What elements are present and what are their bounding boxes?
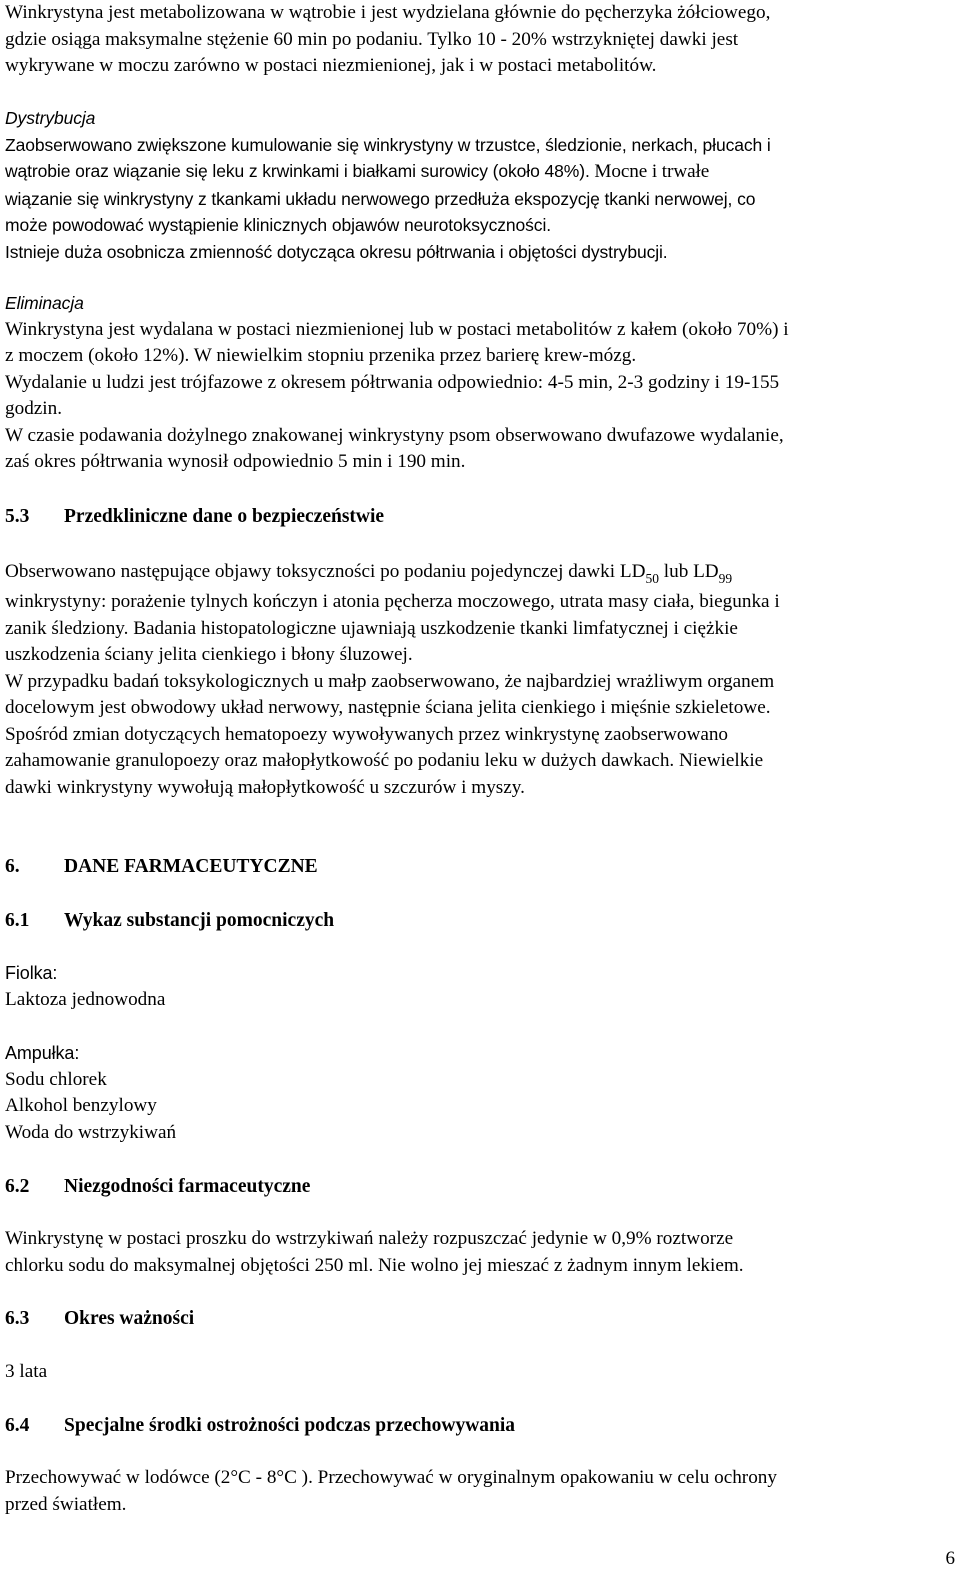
ampoule-excipients bbox=[5, 1040, 176, 1146]
section-number: 5.3 bbox=[5, 506, 30, 527]
text-line: zanik śledziony. Badania histopatologiczne ujawniają uszkodzenie tkanki limfatycznej i ciężkie bbox=[5, 617, 738, 639]
section-number: 6.1 bbox=[5, 910, 30, 931]
vial-label: Fiolka: bbox=[5, 963, 58, 983]
section-6-2-heading bbox=[5, 1174, 310, 1200]
section-6-4-heading bbox=[5, 1413, 515, 1439]
subscript: 99 bbox=[718, 571, 733, 586]
text-line: Winkrystyna jest wydalana w postaci niezmienionej lub w postaci metabolitów z kałem (około 70%) i bbox=[5, 318, 789, 340]
text-line: Wydalanie u ludzi jest trójfazowe z okresem półtrwania odpowiednio: 4-5 min, 2-3 godziny i 19-155 bbox=[5, 371, 780, 393]
text-line: zahamowanie granulopoezy oraz małopłytkowość po podaniu leku w dużych dawkach. Niewielkie bbox=[5, 750, 764, 771]
section-title: Specjalne środki ostrożności podczas przechowywania bbox=[64, 1415, 516, 1436]
section-number: 6. bbox=[5, 856, 20, 877]
section-6-2-body bbox=[5, 1226, 744, 1279]
section-title: Niezgodności farmaceutyczne bbox=[64, 1176, 311, 1197]
section-title: Wykaz substancji pomocniczych bbox=[64, 910, 335, 931]
section-6-3-heading bbox=[5, 1306, 194, 1332]
ampoule-label: Ampułka: bbox=[5, 1043, 80, 1063]
text-span: Mocne i trwałe bbox=[589, 161, 710, 182]
text-line: Przechowywać w lodówce (2°C - 8°C ). Przechowywać w oryginalnym opakowaniu w celu ochrony bbox=[5, 1467, 777, 1488]
excipient-item: Woda do wstrzykiwań bbox=[5, 1121, 177, 1143]
section-6-4-body bbox=[5, 1465, 777, 1518]
section-6-heading bbox=[5, 854, 318, 880]
elimination-section bbox=[5, 290, 789, 476]
text-line: przed światłem. bbox=[5, 1493, 127, 1515]
excipient-item: Sodu chlorek bbox=[5, 1068, 107, 1090]
subsection-heading: Dystrybucja bbox=[5, 108, 96, 128]
shelf-life-value: 3 lata bbox=[5, 1361, 48, 1382]
text-line: chlorku sodu do maksymalnej objętości 250 ml. Nie wolno jej mieszać z żadnym innym lekiem. bbox=[5, 1254, 744, 1276]
text-line: Spośród zmian dotyczących hematopoezy wywoływanych przez winkrystynę zaobserwowano bbox=[5, 723, 729, 745]
section-6-1-heading bbox=[5, 908, 334, 934]
vial-excipients bbox=[5, 960, 165, 1013]
section-number: 6.2 bbox=[5, 1176, 30, 1197]
text-line: wykrywane w moczu zarówno w postaci niezmienionej, jak i w postaci metabolitów. bbox=[5, 55, 657, 76]
section-5-3-body bbox=[5, 556, 780, 801]
intro-paragraph bbox=[5, 0, 770, 80]
excipient-item: Alkohol benzylowy bbox=[5, 1095, 157, 1116]
text-line: dawki winkrystyny wywołują małopłytkowość u szczurów i myszy. bbox=[5, 776, 525, 798]
text-span: Obserwowano następujące objawy toksyczności po podaniu pojedynczej dawki LD bbox=[5, 561, 646, 582]
excipient-item: Laktoza jednowodna bbox=[5, 988, 166, 1010]
section-number: 6.4 bbox=[5, 1415, 30, 1436]
subscript: 50 bbox=[645, 571, 659, 586]
text-line: Winkrystynę w postaci proszku do wstrzykiwań należy rozpuszczać jedynie w 0,9% roztworze bbox=[5, 1228, 734, 1249]
section-title: Okres ważności bbox=[64, 1308, 195, 1329]
text-line bbox=[5, 158, 771, 186]
section-title: Przedkliniczne dane o bezpieczeństwie bbox=[64, 506, 385, 527]
text-line: z moczem (około 12%). W niewielkim stopniu przenika przez barierę krew-mózg. bbox=[5, 345, 637, 366]
text-span: wątrobie oraz wiązanie się leku z krwinkami i białkami surowicy (około 48%). bbox=[5, 161, 590, 181]
text-span: lub LD bbox=[658, 561, 719, 582]
text-line: godzin. bbox=[5, 398, 63, 419]
text-line bbox=[5, 556, 780, 589]
text-line: winkrystyny: porażenie tylnych kończyn i atonia pęcherza moczowego, utrata masy ciała, biegunka i bbox=[5, 591, 780, 612]
text-line: gdzie osiąga maksymalne stężenie 60 min po podaniu. Tylko 10 - 20% wstrzykniętej dawki jest bbox=[5, 28, 739, 50]
section-5-3-heading bbox=[5, 504, 384, 530]
section-number: 6.3 bbox=[5, 1308, 30, 1329]
page-number: 6 bbox=[945, 1548, 955, 1569]
text-line: W przypadku badań toksykologicznych u małp zaobserwowano, że najbardziej wrażliwym organem bbox=[5, 670, 775, 692]
text-line: Zaobserwowano zwiększone kumulowanie się winkrystyny w trzustce, śledzionie, nerkach, płucach i bbox=[5, 134, 771, 155]
text-line: może powodować wystąpienie klinicznych objawów neurotoksyczności. bbox=[5, 215, 551, 235]
text-line: W czasie podawania dożylnego znakowanej winkrystyny psom obserwowano dwufazowe wydalanie, bbox=[5, 424, 784, 446]
text-line: uszkodzenia ściany jelita cienkiego i błony śluzowej. bbox=[5, 644, 413, 665]
text-line: Winkrystyna jest metabolizowana w wątrobie i jest wydzielana głównie do pęcherzyka żółciowego, bbox=[5, 2, 771, 23]
text-line: wiązanie się winkrystyny z tkankami układu nerwowego przedłuża ekspozycję tkanki nerwowej, co bbox=[5, 188, 756, 209]
distribution-section bbox=[5, 105, 771, 265]
text-line: zaś okres półtrwania wynosił odpowiednio 5 min i 190 min. bbox=[5, 451, 466, 472]
text-line: Istnieje duża osobnicza zmienność dotycząca okresu półtrwania i objętości dystrybucji. bbox=[5, 241, 668, 262]
text-line: docelowym jest obwodowy układ nerwowy, następnie ściana jelita cienkiego i mięśnie szkieletowe. bbox=[5, 697, 771, 718]
section-title: DANE FARMACEUTYCZNE bbox=[64, 856, 318, 877]
subsection-heading: Eliminacja bbox=[5, 293, 84, 313]
